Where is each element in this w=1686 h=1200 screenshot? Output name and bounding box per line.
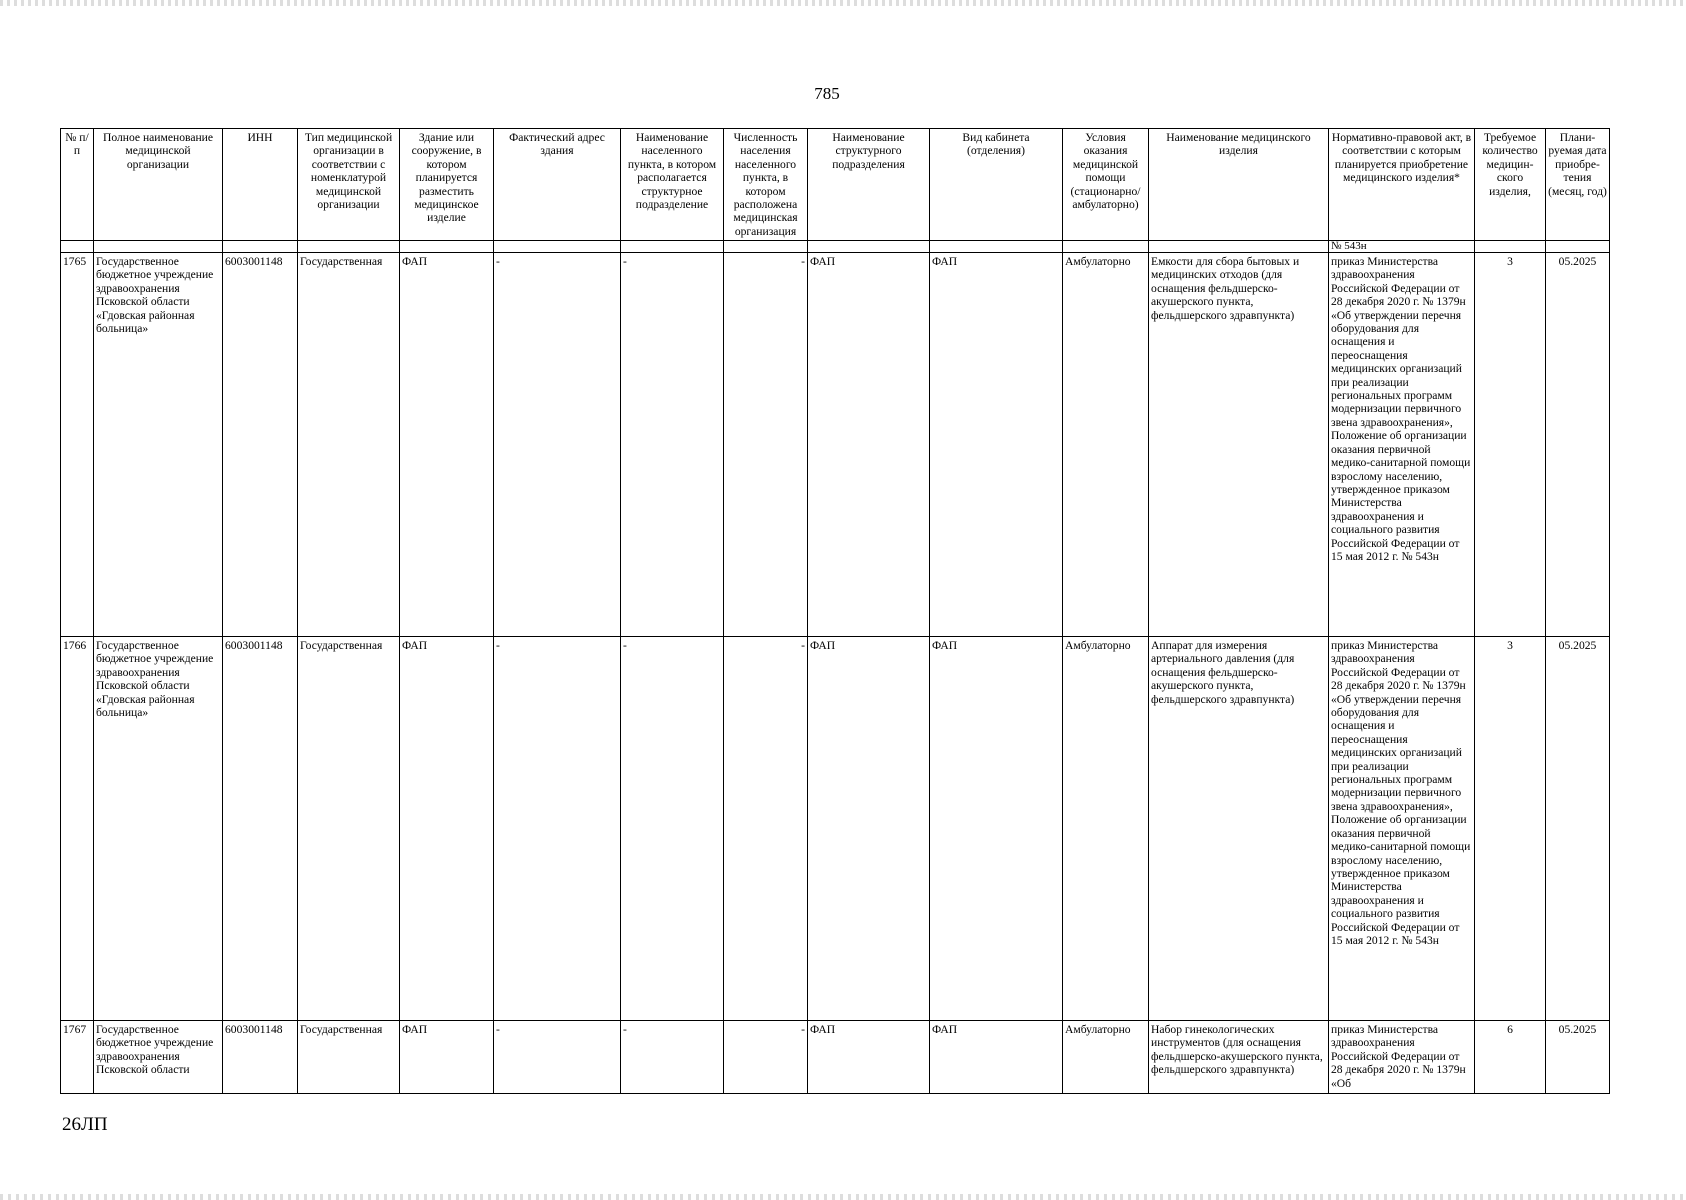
cell-address: - <box>494 637 621 1021</box>
header-row <box>61 129 1610 241</box>
cell-address: - <box>494 1021 621 1094</box>
cell-type: Государственная <box>298 637 400 1021</box>
cell-inn: 6003001148 <box>223 1021 298 1094</box>
scan-edge-bottom <box>0 1194 1686 1200</box>
cell-org: Государственное бюджетное учреждение здравоохранения Псковской области «Гдовская районная больница» <box>94 637 223 1021</box>
cell-org: Государственное бюджетное учреждение здравоохранения Псковской области «Гдовская районная больница» <box>94 253 223 637</box>
col-header-building: Здание или сооружение, в котором планируется разместить медицинское изделие <box>400 129 494 241</box>
cell-org: Государственное бюджетное учреждение здравоохранения Псковской области <box>94 1021 223 1094</box>
cell-inn: 6003001148 <box>223 637 298 1021</box>
table-row <box>61 1021 1610 1094</box>
col-header-device: Наименование медицинского изделия <box>1149 129 1329 241</box>
cell-unit: ФАП <box>808 253 930 637</box>
col-header-org: Полное наименование медицинской организации <box>94 129 223 241</box>
cell-conditions: Амбулаторно <box>1063 253 1149 637</box>
cell-qty: 3 <box>1475 637 1546 1021</box>
cell-conditions: Амбулаторно <box>1063 1021 1149 1094</box>
cell-population: - <box>724 1021 808 1094</box>
cell-num: 1765 <box>61 253 94 637</box>
cell-inn: 6003001148 <box>223 253 298 637</box>
cell-law: приказ Министерства здравоохранения Российской Федерации от 28 декабря 2020 г. № 1379н «Об <box>1329 1021 1475 1094</box>
cell-type: Государственная <box>298 1021 400 1094</box>
cell-cabinet: ФАП <box>930 637 1063 1021</box>
continuation-row <box>61 241 1610 253</box>
equipment-table <box>60 128 1610 1094</box>
cell-type: Государственная <box>298 253 400 637</box>
cell-num: 1767 <box>61 1021 94 1094</box>
col-header-population: Численность населения населенного пункта, в котором расположена медицинская организация <box>724 129 808 241</box>
table-row <box>61 253 1610 637</box>
col-header-date: Плани-руемая дата приобре-тения (месяц, год) <box>1546 129 1610 241</box>
continuation-text: № 543н <box>1329 241 1475 253</box>
cell-cabinet: ФАП <box>930 1021 1063 1094</box>
cell-device: Емкости для сбора бытовых и медицинских отходов (для оснащения фельдшерско-акушерского пункта, фельдшерского здравпункта) <box>1149 253 1329 637</box>
cell-date: 05.2025 <box>1546 253 1610 637</box>
cell-building: ФАП <box>400 637 494 1021</box>
page-number: 785 <box>814 84 840 103</box>
col-header-address: Фактический адрес здания <box>494 129 621 241</box>
cell-locality: - <box>621 253 724 637</box>
col-header-num: № п/п <box>61 129 94 241</box>
col-header-cabinet: Вид кабинета (отделения) <box>930 129 1063 241</box>
col-header-locality: Наименование населенного пункта, в котором располагается структурное подразделение <box>621 129 724 241</box>
cell-building: ФАП <box>400 253 494 637</box>
cell-building: ФАП <box>400 1021 494 1094</box>
cell-device: Аппарат для измерения артериального давления (для оснащения фельдшерско-акушерского пункта, фельдшерского здравпункта) <box>1149 637 1329 1021</box>
cell-device: Набор гинекологических инструментов (для оснащения фельдшерско-акушерского пункта, фельдшерского здравпункта) <box>1149 1021 1329 1094</box>
cell-qty: 3 <box>1475 253 1546 637</box>
cell-conditions: Амбулаторно <box>1063 637 1149 1021</box>
cell-law: приказ Министерства здравоохранения Российской Федерации от 28 декабря 2020 г. № 1379н «Об утверждении перечня оборудования для оснащения и переоснащения медицинских организаций при реализации региональных программ модернизации первичного звена здравоохранения», Положение об организации оказания первичной медико-санитарной помощи взрослому населению, утвержденное приказом Министерства здравоохранения и социального развития Российской Федерации от 15 мая 2012 г. № 543н <box>1329 637 1475 1021</box>
cell-unit: ФАП <box>808 1021 930 1094</box>
cell-cabinet: ФАП <box>930 253 1063 637</box>
col-header-law: Нормативно-правовой акт, в соответствии с которым планируется приобретение медицинского изделия* <box>1329 129 1475 241</box>
table-row <box>61 637 1610 1021</box>
cell-locality: - <box>621 637 724 1021</box>
col-header-conditions: Условия оказания медицинской помощи (стационарно/ амбулаторно) <box>1063 129 1149 241</box>
col-header-unit: Наименование структурного подразделения <box>808 129 930 241</box>
col-header-type: Тип медицинской организации в соответствии с номенклатурой медицинской организации <box>298 129 400 241</box>
col-header-qty: Требуемое количество медицин-ского изделия, <box>1475 129 1546 241</box>
col-header-inn: ИНН <box>223 129 298 241</box>
cell-date: 05.2025 <box>1546 637 1610 1021</box>
cell-num: 1766 <box>61 637 94 1021</box>
cell-law: приказ Министерства здравоохранения Российской Федерации от 28 декабря 2020 г. № 1379н «Об утверждении перечня оборудования для оснащения и переоснащения медицинских организаций при реализации региональных программ модернизации первичного звена здравоохранения», Положение об организации оказания первичной медико-санитарной помощи взрослому населению, утвержденное приказом Министерства здравоохранения и социального развития Российской Федерации от 15 мая 2012 г. № 543н <box>1329 253 1475 637</box>
cell-population: - <box>724 253 808 637</box>
cell-qty: 6 <box>1475 1021 1546 1094</box>
footer-code: 26ЛП <box>62 1114 108 1135</box>
scan-edge-top <box>0 0 1686 6</box>
cell-unit: ФАП <box>808 637 930 1021</box>
cell-population: - <box>724 637 808 1021</box>
cell-date: 05.2025 <box>1546 1021 1610 1094</box>
cell-locality: - <box>621 1021 724 1094</box>
cell-address: - <box>494 253 621 637</box>
